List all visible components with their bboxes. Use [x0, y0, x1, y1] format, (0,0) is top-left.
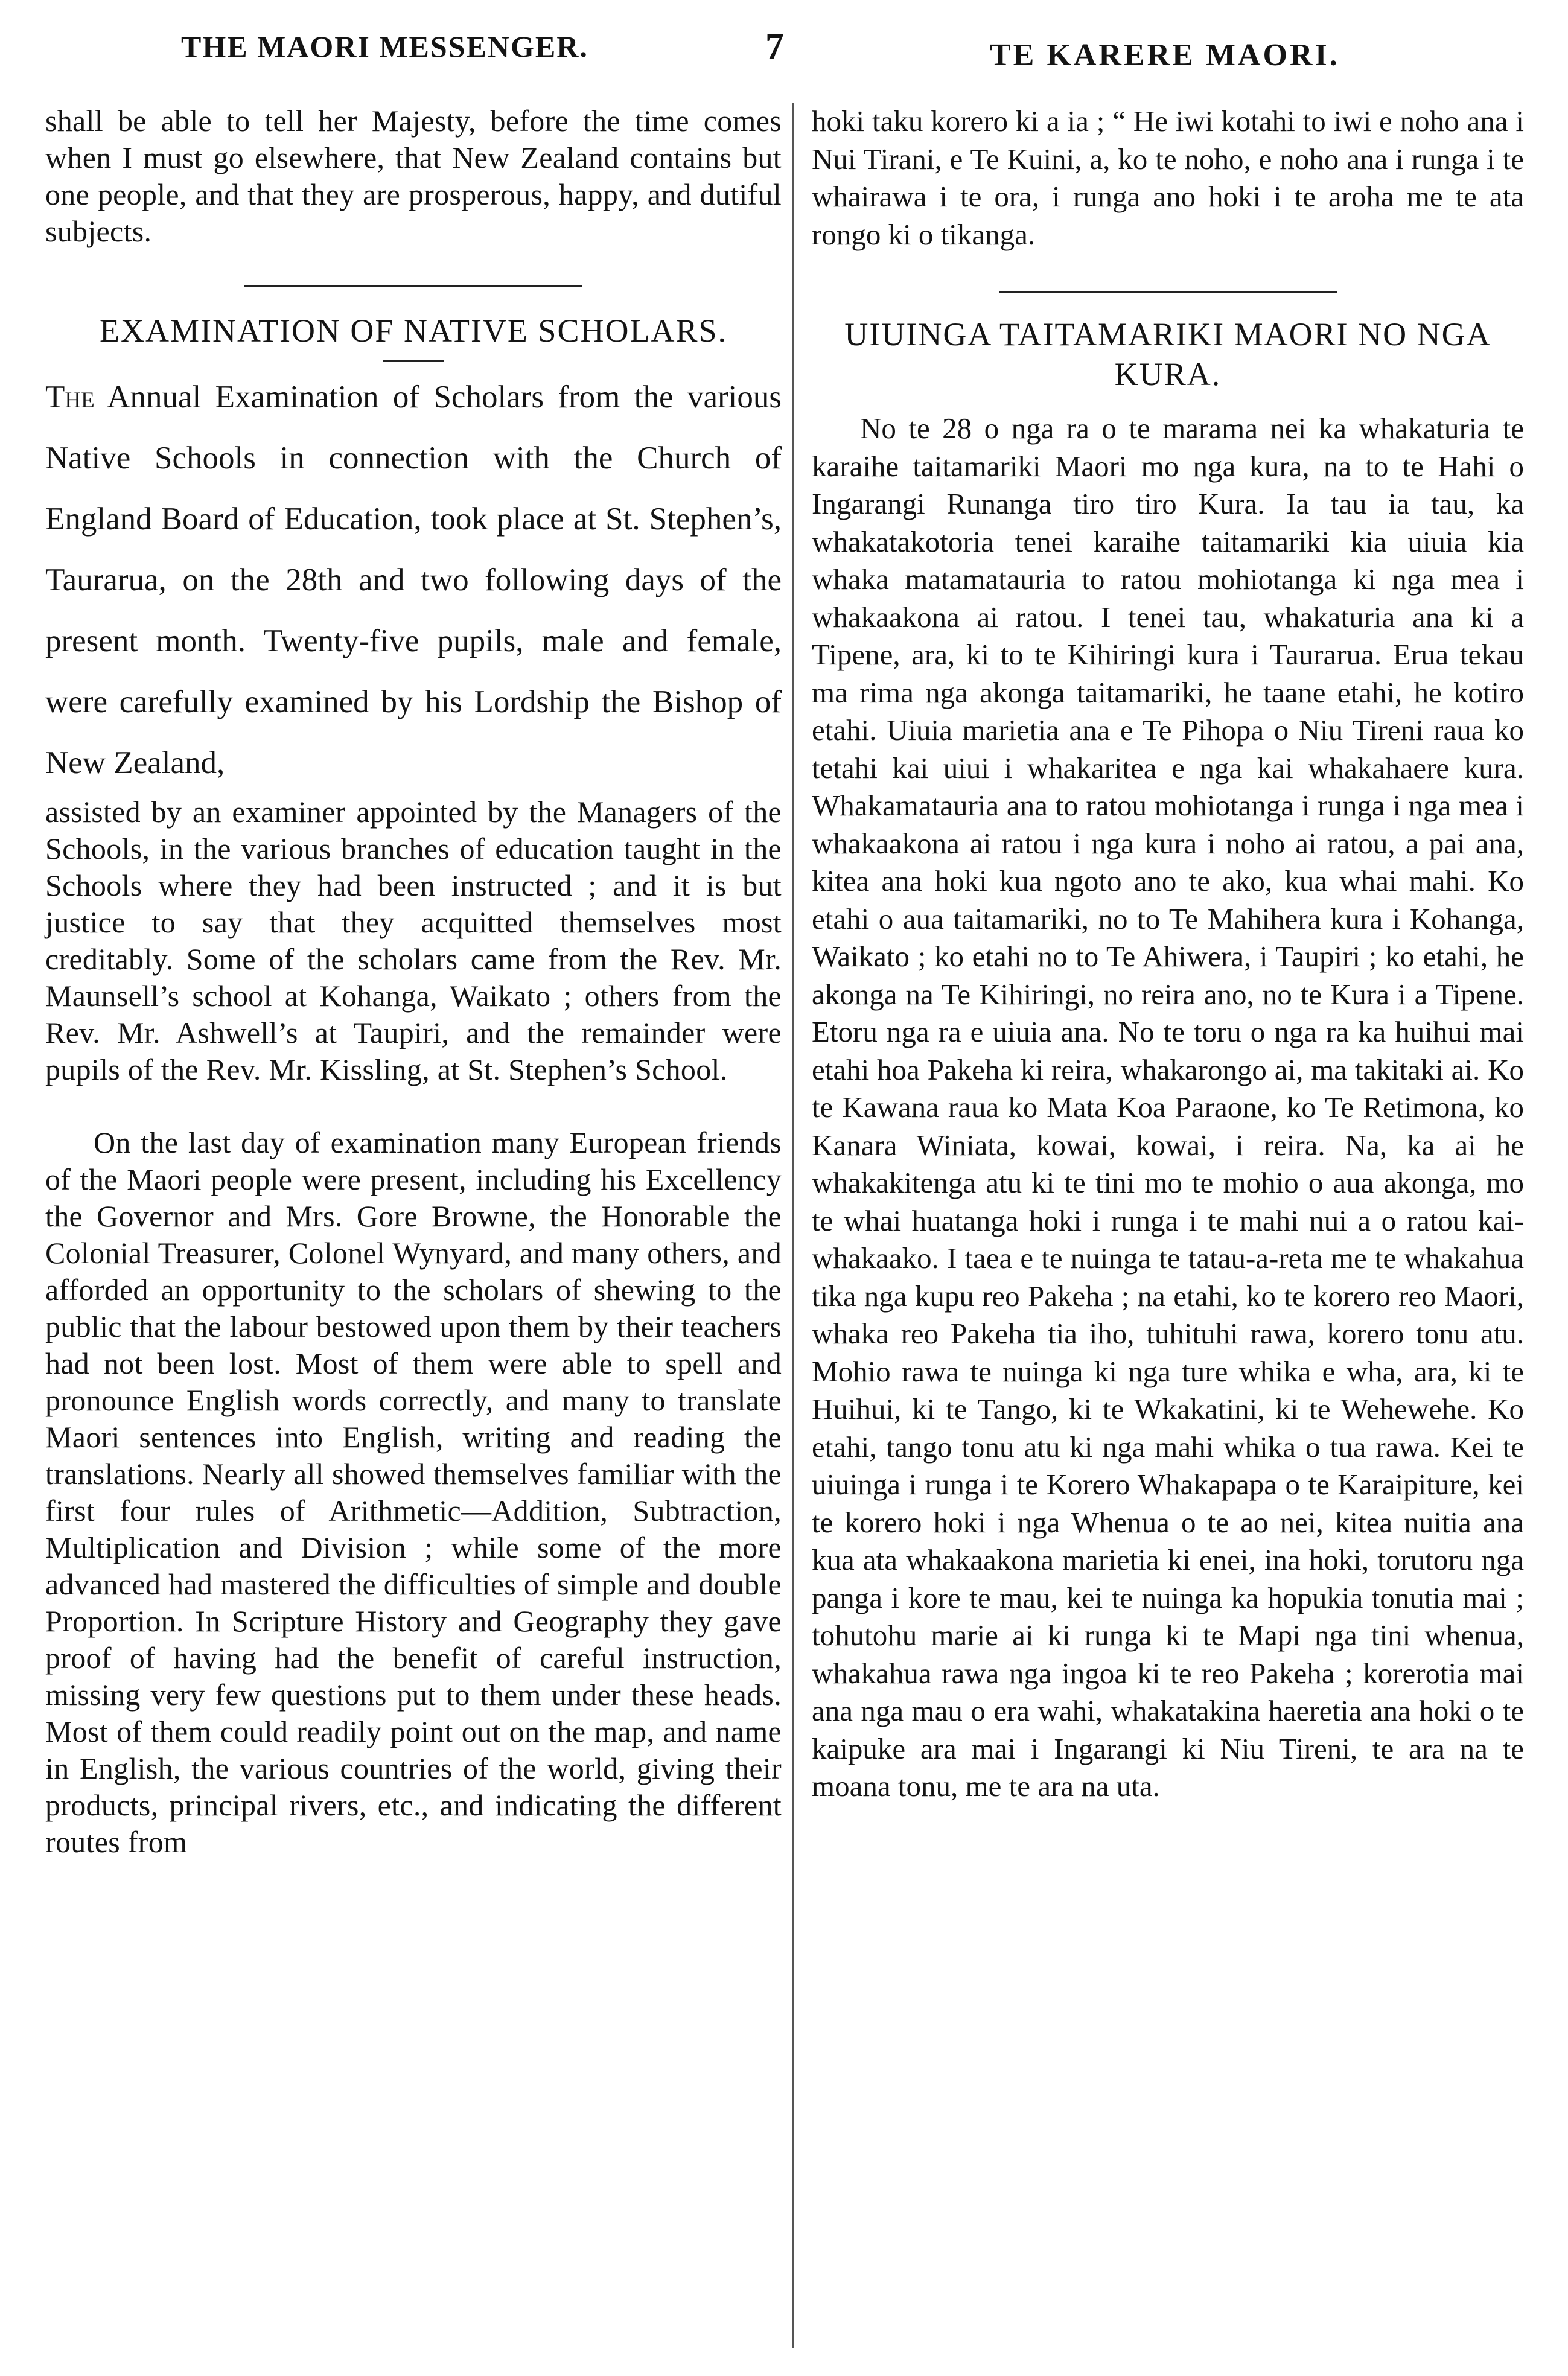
heading-rule — [383, 360, 444, 362]
english-paragraph-2: On the last day of examination many European friends of the Maori people were present, including his Excellency the Governor and Mrs. Gore Browne, the Honorable the Colonial Treasurer, Colonel Wynyard, and many others, and afforded an opportunity to the scholars of shewing to the public that the labour bestowed upon them by their teachers had not been lost. Most of them were able to spell and pronounce English words correctly, and many to translate Maori sentences into English, writing and reading the translations. Nearly all showed themselves familiar with the first four rules of Arithmetic—Addition, Subtraction, Multiplication and Division ; while some of the more advanced had mastered the difficulties of simple and double Proportion. In Scripture History and Geography they gave proof of having had the benefit of careful instruction, missing very few questions put to them under these heads. Most of them could readily point out on the map, and name in English, the various countries of the world, giving their products, principal rivers, etc., and indicating the different routes from — [45, 1126, 782, 1859]
section-rule — [244, 285, 582, 287]
maori-heading-line-2: KURA. — [1114, 356, 1222, 392]
english-continued-paragraph: shall be able to tell her Majesty, before the time comes when I must go elsewhere, that New Zealand contains but one people, and that they are prosperous, happy, and dutiful subjects. — [45, 104, 782, 248]
maori-paragraph-1: No te 28 o nga ra o te marama nei ka whakaturia te karaihe taitamariki Maori mo nga kura, na to te Hahi o Ingarangi Runanga tiro tiro Kura. Ia tau ia tau, ka whakatakotoria tenei karaihe taitamariki kia uiuia kia whaka matamatauria to ratou mohiotanga ki nga mea i whakaakona ai ratou. I tenei tau, whakaturia ana ki a Tipene, ara, ki to te Kihiringi kura i Taurarua. Erua tekau ma rima nga akonga taitamariki, he taane etahi, he kotiro etahi. Uiuia marietia ana e Te Pihopa o Niu Tireni raua ko tetahi kai uiui i whakaritea e nga kai whakahaere kura. Whakamatauria ana to ratou mohiotanga i runga i nga mea i whakaakona ai ratou i nga kura i noho ai ratou, a pai ana, kitea ana hoki kua ngoto ano te ako, kua whai mahi. Ko etahi o aua taitamariki, no to Te Mahihera kura i Kohanga, Waikato ; ko etahi no to Te Ahiwera, i Taupiri ; ko etahi, he akonga na Te Kihiringi, no reira ano, no te Kura i a Tipene. Etoru nga ra e uiuia ana. No te toru o nga ra ka huihui mai etahi hoa Pakeha ki reira, whakarongo ai, ma takitaki ai. Ko te Kawana raua ko Mata Koa Paraone, ko Te Retimona, ko Kanara Winiata, kowai, kowai, i reira. Na, ka ai he whakakitenga atu ki te tini mo te mohio o aua akonga, mo te whai huatanga hoki i runga i te mahi nui a o ratou kai-whakaako. I taea e te nuinga te tatau-a-reta me te whakahua tika nga kupu reo Pakeha ; na etahi, ko te korero reo Maori, whaka reo Pakeha tia iho, tuhituhi rawa, korero tonu atu. Mohio rawa te nuinga ki nga ture whika e wha, ara, ki te Huihui, ki te Tango, ki te Wkakatini, ki te Wehewehe. Ko etahi, tango tonu atu ki nga mahi whika o tua rawa. Kei te uiuinga i runga i te Korero Whakapapa o te Karaipiture, kei te korero hoki i nga Whenua o te ao nei, kitea nuitia ana kua ata whakaakona marietia ki enei, ina hoki, torutoru nga panga i kore te mau, kei te nuinga ka hopukia tonutia mai ; tohutohu marie ai ki runga ki te Mapi nga tini whenua, whakahua rawa nga ingoa ki te reo Pakeha ; korerotia mai ana nga mau o era wahi, whakatakina haeretia ana hoki o te kaipuke ara mai i Ingarangi ki Niu Tireni, te ara na te moana tonu, me te ara na uta. — [812, 412, 1524, 1803]
page-number: 7 — [765, 26, 784, 67]
masthead-maori-title: TE KARERE MAORI. — [990, 38, 1340, 72]
english-article-heading: EXAMINATION OF NATIVE SCHOLARS. — [99, 313, 727, 349]
english-paragraph-continued: assisted by an examiner appointed by the Managers of the Schools, in the various branches of education taught in the Schools where they had been instructed ; and it is but justice to say that they acquitted themselves most creditably. Some of the scholars came from the Rev. Mr. Maunsell’s school at Kohanga, Waikato ; others from the Rev. Mr. Ashwell’s at Taupiri, and the remainder were pupils of the Rev. Mr. Kissling, at St. Stephen’s School. — [45, 795, 782, 1086]
maori-article-heading — [812, 314, 1524, 394]
section-rule-maori — [999, 291, 1337, 293]
masthead-english-title: THE MAORI MESSENGER. — [181, 30, 588, 63]
english-lead-dropword: The — [45, 380, 95, 415]
english-column — [45, 103, 782, 2352]
running-head — [0, 26, 1568, 77]
column-divider — [792, 103, 794, 2348]
maori-heading-line-1: UIUINGA TAITAMARIKI MAORI NO NGA — [844, 316, 1491, 352]
english-lead-text: Annual Examination of Scholars from the various Native Schools in connection with the Church of England Board of Education, took place at St. Stephen’s, Taurarua, on the 28th and two following days of the present month. Twenty-five pupils, male and female, were carefully examined by his Lordship the Bishop of New Zealand, — [45, 380, 782, 780]
maori-column — [812, 103, 1524, 2352]
english-lead-paragraph — [45, 367, 782, 794]
maori-continued-paragraph: hoki taku korero ki a ia ; “ He iwi kotahi to iwi e noho ana i Nui Tirani, e Te Kuini, a, ko te noho, e noho ana i runga i te whairawa i te ora, i runga ano hoki i te aroha me te ata rongo ki o tikanga. — [812, 104, 1524, 251]
